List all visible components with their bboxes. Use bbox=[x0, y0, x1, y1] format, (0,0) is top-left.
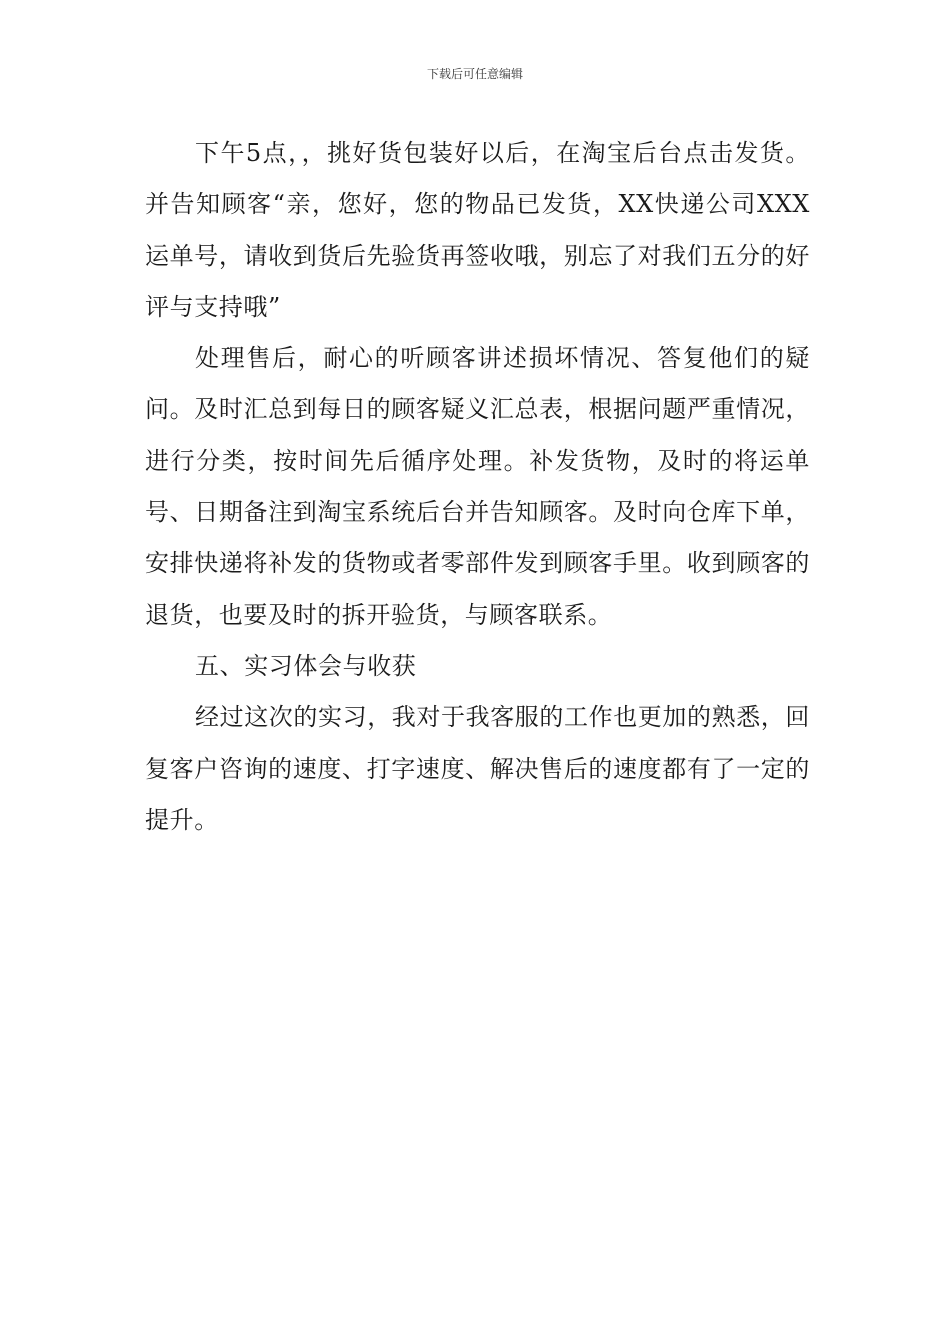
paragraph-after-sales: 处理售后，耐心的听顾客讲述损坏情况、答复他们的疑问。及时汇总到每日的顾客疑义汇总表，根据问题严重情况，进行分类，按时间先后循序处理。补发货物，及时的将运单号、日期备注到淘宝系统后台并告知顾客。及时向仓库下单，安排快递将补发的货物或者零部件发到顾客手里。收到顾客的退货，也要及时的拆开验货，与顾客联系。 bbox=[145, 344, 810, 629]
section-heading: 五、实习体会与收获 bbox=[195, 651, 417, 680]
page-header-note: 下载后可任意编辑 bbox=[426, 67, 523, 81]
document-body bbox=[145, 128, 810, 846]
paragraph-shipping: 下午5点，，挑好货包装好以后，在淘宝后台点击发货。并告知顾客“亲，您好，您的物品已发货，XX快递公司XXX运单号，请收到货后先验货再签收哦，别忘了对我们五分的好评与支持哦” bbox=[145, 139, 810, 321]
paragraph-reflection: 经过这次的实习，我对于我客服的工作也更加的熟悉，回复客户咨询的速度、打字速度、解决售后的速度都有了一定的提升。 bbox=[145, 703, 810, 834]
